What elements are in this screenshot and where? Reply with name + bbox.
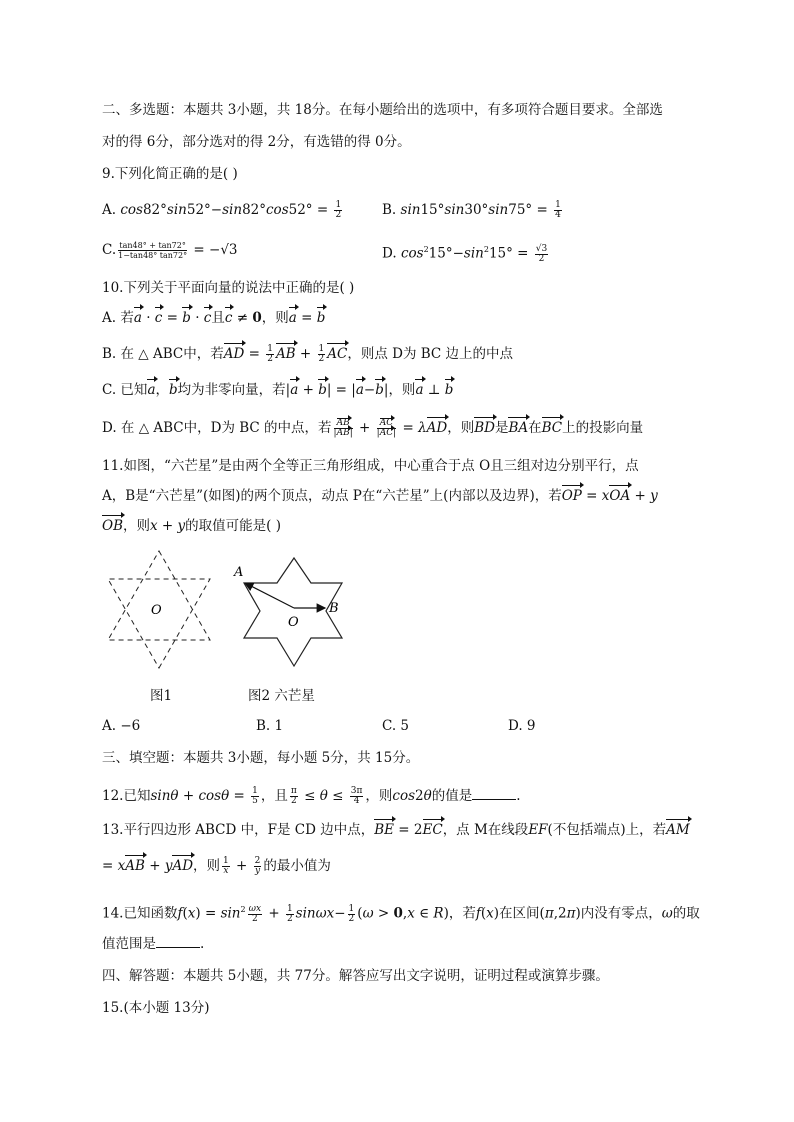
q11-line3: OB，则x + y的取值可能是( )	[102, 518, 281, 534]
figure2-caption: 图2 六芒星	[248, 688, 315, 704]
q13-line1: 13.平行四边形 ABCD 中，F是 CD 边中点，BE = 2EC，点 M在线段EF(不包括端点)上，若AM	[102, 822, 690, 838]
q14-line2: 值范围是 .	[102, 936, 205, 952]
section4-title: 四、解答题：本题共 5小题，共 77分。解答应写出文字说明，证明过程或演算步骤。	[102, 968, 609, 984]
q15-stem: 15.(本小题 13分)	[102, 1000, 210, 1016]
q9-option-d: D. $\cos^215^\circ-\sin^215^\circ$ = $\frac{√3}{2}$	[382, 243, 548, 264]
q9-option-b: B. sin15°sin30°sin75° = $\frac{1}{4}$	[382, 200, 561, 220]
q9-option-c: C. $\frac{\tan 48^\circ + \tan 72^\circ}{1-\tan 48^\circ \tan 72^\circ}$ = −√3	[102, 241, 238, 260]
q11-option-a: A. −6	[102, 718, 141, 734]
section2-line2: 对的得 6分，部分选对的得 2分，有选错的得 0分。	[102, 134, 411, 150]
q10-stem: 10.下列关于平面向量的说法中正确的是( )	[102, 280, 355, 296]
fig2-label-b: B	[329, 601, 339, 616]
q9-stem: 9.下列化简正确的是( )	[102, 166, 238, 182]
section3-title: 三、填空题：本题共 3小题，每小题 5分，共 15分。	[102, 750, 420, 766]
q10-option-c: C. 已知a，b均为非零向量，若|a + b| = |a−b|，则a ⊥ b	[102, 382, 454, 398]
q11-option-c: C. 5	[382, 718, 410, 734]
q11-option-d: D. 9	[508, 718, 536, 734]
fig1-label-o: O	[151, 603, 162, 618]
q13-line2: = xAB + yAD，则 $\frac{1}{x}$ + $\frac{2}{y}$ 的最小值为	[102, 856, 331, 876]
q11-line2: A，B是“六芒星”(如图)的两个顶点，动点 P在“六芒星”上(内部以及边界)，若OP = xOA + y	[102, 488, 658, 504]
fig2-label-a: A	[234, 565, 244, 580]
q11-option-b: B. 1	[256, 718, 284, 734]
q14-line1: 14.已知函数$f(x) = \sin^2$ $\frac{\omega x}{2}$ + $\frac{1}{2}$ sinωx− $\frac{1}{2}$ (ω > 0,x ∈ R)，若f(x)在区间(π,2π)内没有零点，ω的取	[102, 903, 700, 924]
figure1-caption: 图1	[150, 688, 173, 704]
q12: 12.已知sinθ + cosθ = $\frac{1}{5}$ ，且 $\frac{\pi}{2}$ ≤ θ ≤ $\frac{3\pi}{4}$ ，则cos2θ的值是 .	[102, 786, 521, 806]
q10-option-b: B. 在 △ ABC中，若AD = $\frac{1}{2}$ AB + $\frac{1}{2}$ AC，则点 D为 BC 边上的中点	[102, 344, 514, 364]
figure1-hexagram	[100, 548, 218, 670]
section2-line1: 二、多选题：本题共 3小题，共 18分。在每小题给出的选项中，有多项符合题目要求。全部选	[102, 102, 663, 118]
q10-option-d: D. 在 △ ABC中，D为 BC 的中点，若 $\frac{AB}{|AB|}$ + $\frac{AC}{|AC|}$ = λAD，则BD是BA在BC上的投影向量	[102, 418, 644, 438]
q10-option-a: A. 若a · c = b · c且c ≠ 0，则a = b	[102, 310, 326, 326]
vector-oa	[245, 583, 294, 608]
figure2-star	[232, 556, 358, 672]
q11-line1: 11.如图，“六芒星”是由两个全等正三角形组成，中心重合于点 O且三组对边分别平行，点	[102, 458, 639, 474]
fig2-label-o: O	[288, 615, 299, 630]
q9-option-a: A. cos82°sin52°−sin82°cos52° = $\frac{1}{2}$	[102, 200, 342, 220]
